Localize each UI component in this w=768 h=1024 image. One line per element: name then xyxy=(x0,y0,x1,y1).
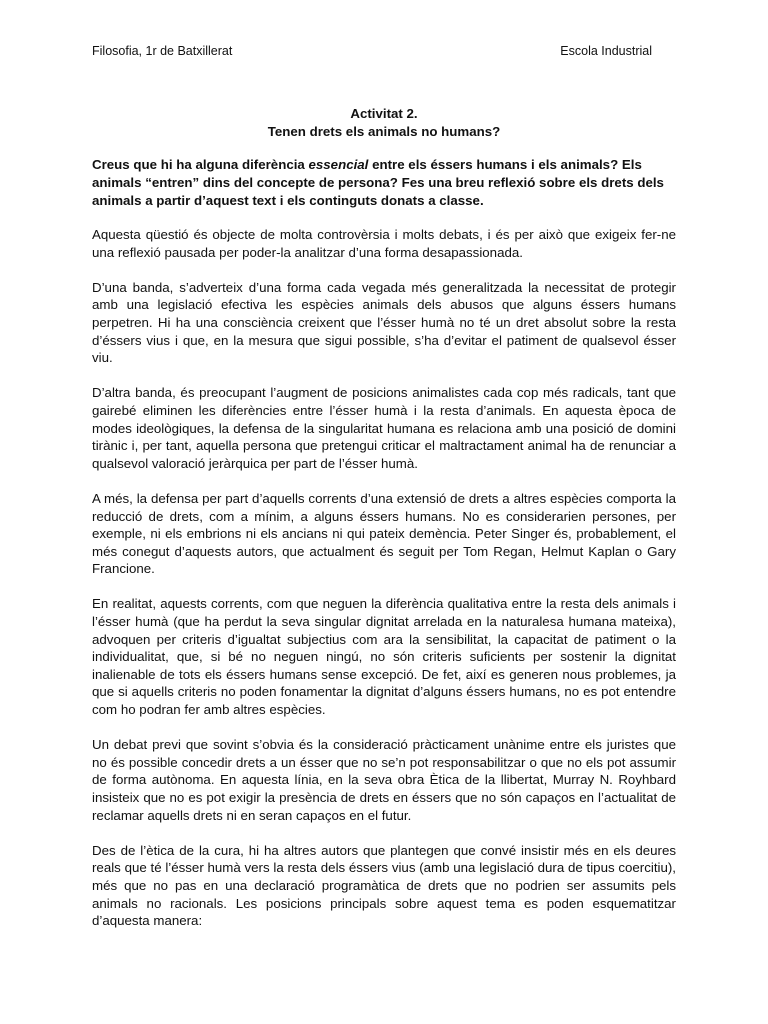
paragraph-2: D’una banda, s’adverteix d’una forma cada vegada més generalitzada la necessitat de protegir amb una legislació efectiva les espècies animals dels abusos que alguns éssers humans perpetren. Hi ha una consciència creixent que l’ésser humà no té un dret absolut sobre la resta d’éssers vius i que, en la mesura que sigui possible, s’ha d’evitar el patiment de qualsevol ésser viu. xyxy=(92,279,676,366)
paragraph-4: A més, la defensa per part d’aquells corrents d’una extensió de drets a altres espècies comporta la reducció de drets, com a mínim, a alguns éssers humans. No es considerarien persones, per exemple, ni els embrions ni els ancians ni qui pateix demència. Peter Singer és, probablement, el més conegut d’aquests autors, que actualment és seguit per Tom Regan, Helmut Kaplan o Gary Francione. xyxy=(92,490,676,577)
header-course: Filosofia, 1r de Batxillerat xyxy=(92,44,233,58)
paragraph-3: D’altra banda, és preocupant l’augment de posicions animalistes cada cop més radicals, tant que gairebé eliminen les diferències entre l’ésser humà i la resta d’animals. En aquesta època de modes ideològiques, la defensa de la singularitat humana es relaciona amb una posició de domini tirànic i, per tant, aquella persona que pretengui criticar el maltractament animal ha de renunciar a qualsevol valoració jeràrquica per part de l’ésser humà. xyxy=(92,385,676,471)
paragraph-7: Des de l’ètica de la cura, hi ha altres autors que plantegen que convé insistir més en els deures reals que té l’ésser humà vers la resta dels éssers vius (amb una legislació dura de tipus coercitiu), més que no pas en una declaració programàtica de drets que no podrien ser assumits pels animals no racionals. Les posicions principals sobre aquest tema es poden esquematitzar d’aquesta manera: xyxy=(92,842,676,929)
question-emphasis: essencial xyxy=(308,157,369,172)
question-part-2: entre els éssers humans i els animals? Els animals “entren” dins del concepte de persona? Fes una breu reflexió sobre els drets dels animals a partir d’aquest text i els continguts donats a classe. xyxy=(92,157,664,209)
activity-title: Activitat 2. xyxy=(350,106,418,121)
prompt-question xyxy=(92,156,676,211)
title-block xyxy=(92,105,676,140)
page-header xyxy=(92,43,652,59)
body-text xyxy=(92,226,676,947)
question-title: Tenen drets els animals no humans? xyxy=(267,123,501,139)
header-school: Escola Industrial xyxy=(560,44,652,58)
paragraph-1: Aquesta qüestió és objecte de molta controvèrsia i molts debats, i és per això que exigeix fer-ne una reflexió pausada per poder-la analitzar d’una forma desapassionada. xyxy=(92,227,676,260)
paragraph-5: En realitat, aquests corrents, com que neguen la diferència qualitativa entre la resta dels animals i l’ésser humà (que ha perdut la seva singular dignitat arrelada en la naturalesa humana mateixa), advoquen per criteris d’igualtat subjectius com ara la sensibilitat, la capacitat de patiment o la individualitat, que, si bé no neguen ningú, no són criteris suficients per sostenir la dignitat inalienable de tots els éssers humans sense excepció. De fet, així es generen nous problemes, ja que si aquells criteris no poden fonamentar la dignitat d’alguns éssers humans, no es pot entendre com ho podran fer amb altres espècies. xyxy=(92,596,676,718)
question-part-1: Creus que hi ha alguna diferència xyxy=(92,157,309,172)
paragraph-6: Un debat previ que sovint s’obvia és la consideració pràcticament unànime entre els juristes que no és possible concedir drets a un ésser que no se’n pot responsabilitzar o que no els pot assumir de forma autònoma. En aquesta línia, en la seva obra Ètica de la llibertat, Murray N. Royhbard insisteix que no es pot exigir la presència de drets en éssers que no són capaços en l’actualitat de reclamar aquells drets ni en seran capaços en el futur. xyxy=(92,737,676,823)
